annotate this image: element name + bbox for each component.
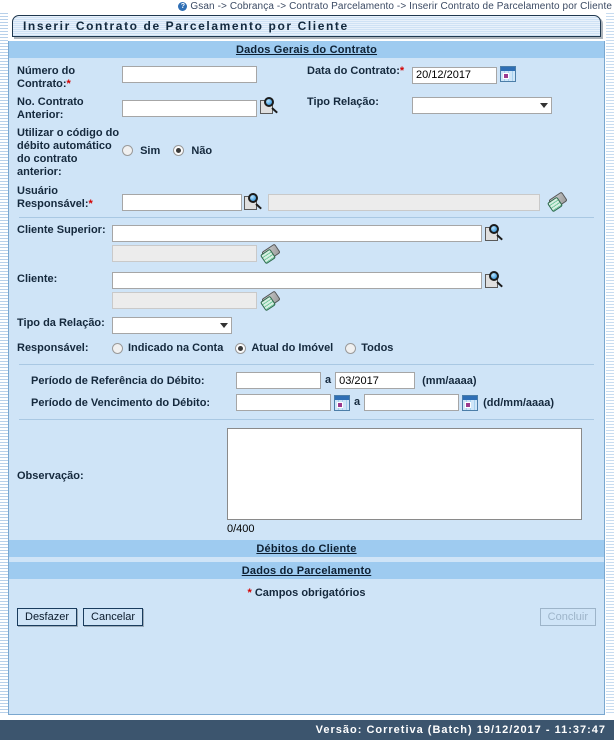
form-panel: [8, 41, 605, 715]
page-title: Inserir Contrato de Parcelamento por Cliente: [23, 19, 349, 33]
periodo-referencia-to[interactable]: [335, 372, 415, 389]
cliente-superior-input[interactable]: [112, 225, 482, 242]
cliente-input[interactable]: [112, 272, 482, 289]
window-titlebar: [12, 15, 601, 37]
required-fields-note-text: Campos obrigatórios: [254, 587, 366, 599]
eraser-icon[interactable]: [261, 293, 279, 309]
general-section-body: [9, 65, 604, 535]
section-header-installment-label: Dados do Parcelamento: [241, 564, 372, 577]
section-header-installment[interactable]: [9, 562, 604, 579]
required-marker: *: [399, 65, 405, 77]
breadcrumb: [0, 0, 614, 13]
calendar-icon[interactable]: [462, 395, 478, 411]
periodo-referencia-label: Período de Referência do Débito:: [31, 374, 205, 387]
periodo-vencimento-from[interactable]: [236, 394, 331, 411]
calendar-icon[interactable]: [334, 395, 350, 411]
no-contrato-anterior-label: No. Contrato Anterior:: [17, 96, 84, 121]
periodo-vencimento-label: Período de Vencimento do Débito:: [31, 396, 211, 409]
observacao-counter: 0/400: [227, 523, 255, 535]
divider: [19, 364, 594, 365]
button-bar: [9, 608, 604, 626]
section-header-general-label: Dados Gerais do Contrato: [235, 43, 378, 56]
numero-contrato-label-text: Número do Contrato:: [17, 65, 76, 90]
tipo-relacao-select[interactable]: [412, 97, 552, 114]
form-window: [8, 15, 605, 715]
left-rail-decoration: [0, 13, 8, 727]
responsavel-radio-atual[interactable]: [235, 343, 246, 354]
section-header-debts-label: Débitos do Cliente: [256, 542, 357, 555]
periodo-referencia-separator: a: [325, 374, 332, 386]
version-text: Versão: Corretiva (Batch) 19/12/2017 - 11:37:47: [315, 724, 606, 736]
data-contrato-label: [307, 65, 412, 78]
tipo-da-relacao-label: Tipo da Relação:: [17, 317, 105, 329]
desfazer-button[interactable]: Desfazer: [17, 608, 77, 626]
periodo-referencia-from[interactable]: [236, 372, 321, 389]
required-marker: *: [247, 587, 252, 599]
responsavel-radio-todos[interactable]: [345, 343, 356, 354]
periodo-referencia-format: (mm/aaaa): [422, 374, 477, 387]
usuario-responsavel-label: [17, 185, 122, 211]
periodo-vencimento-format: (dd/mm/aaaa): [483, 396, 555, 409]
responsavel-label: Responsável:: [17, 342, 89, 354]
usuario-responsavel-input[interactable]: [122, 194, 242, 211]
periodo-vencimento-to[interactable]: [364, 394, 459, 411]
observacao-label: Observação:: [17, 470, 84, 482]
required-marker: *: [66, 78, 71, 90]
eraser-icon[interactable]: [548, 194, 566, 210]
tipo-da-relacao-select[interactable]: [112, 317, 232, 334]
status-footer: [0, 720, 614, 740]
section-header-debts[interactable]: [9, 540, 604, 557]
required-fields-note: [9, 587, 604, 599]
debito-automatico-radio-nao[interactable]: [173, 145, 184, 156]
observacao-textarea[interactable]: [227, 428, 582, 520]
eraser-icon[interactable]: [261, 246, 279, 262]
numero-contrato-label: [17, 65, 122, 91]
breadcrumb-text: Gsan -> Cobrança -> Contrato Parcelamento -> Inserir Contrato de Parcelamento por Cliente: [190, 1, 612, 12]
periodo-vencimento-separator: a: [354, 396, 361, 408]
responsavel-option-todos: Todos: [361, 342, 394, 354]
cancelar-button[interactable]: Cancelar: [83, 608, 143, 626]
usuario-responsavel-label-text: Usuário Responsável:: [17, 185, 89, 210]
cliente-superior-label: Cliente Superior:: [17, 224, 106, 236]
section-header-general: [9, 41, 604, 58]
tipo-da-relacao-select-wrap: [112, 317, 232, 334]
concluir-button: Concluir: [540, 608, 596, 626]
divider: [19, 217, 594, 218]
data-contrato-label-text: Data do Contrato:: [307, 65, 400, 77]
debito-automatico-option-sim: Sim: [140, 145, 161, 157]
search-icon[interactable]: [485, 224, 503, 242]
required-marker: *: [88, 198, 93, 210]
debito-automatico-option-nao: Não: [191, 145, 213, 157]
right-rail-decoration: [606, 13, 614, 727]
responsavel-option-atual: Atual do Imóvel: [251, 342, 334, 354]
divider: [19, 419, 594, 420]
cliente-label: Cliente:: [17, 273, 58, 285]
responsavel-radio-indicado[interactable]: [112, 343, 123, 354]
usuario-responsavel-display: [268, 194, 540, 211]
tipo-relacao-label: Tipo Relação:: [307, 96, 379, 108]
cliente-superior-display: [112, 245, 257, 262]
tipo-relacao-select-wrap: [412, 97, 552, 114]
no-contrato-anterior-input[interactable]: [122, 100, 257, 117]
search-icon[interactable]: [260, 97, 278, 115]
debito-automatico-radio-sim[interactable]: [122, 145, 133, 156]
search-icon[interactable]: [244, 193, 262, 211]
data-contrato-input[interactable]: [412, 67, 497, 84]
calendar-icon[interactable]: [500, 66, 516, 82]
help-icon[interactable]: ?: [178, 2, 187, 11]
responsavel-option-indicado: Indicado na Conta: [128, 342, 224, 354]
search-icon[interactable]: [485, 271, 503, 289]
cliente-display: [112, 292, 257, 309]
debito-automatico-label: Utilizar o código do débito automático do contrato anterior:: [17, 127, 120, 178]
numero-contrato-input[interactable]: [122, 66, 257, 83]
